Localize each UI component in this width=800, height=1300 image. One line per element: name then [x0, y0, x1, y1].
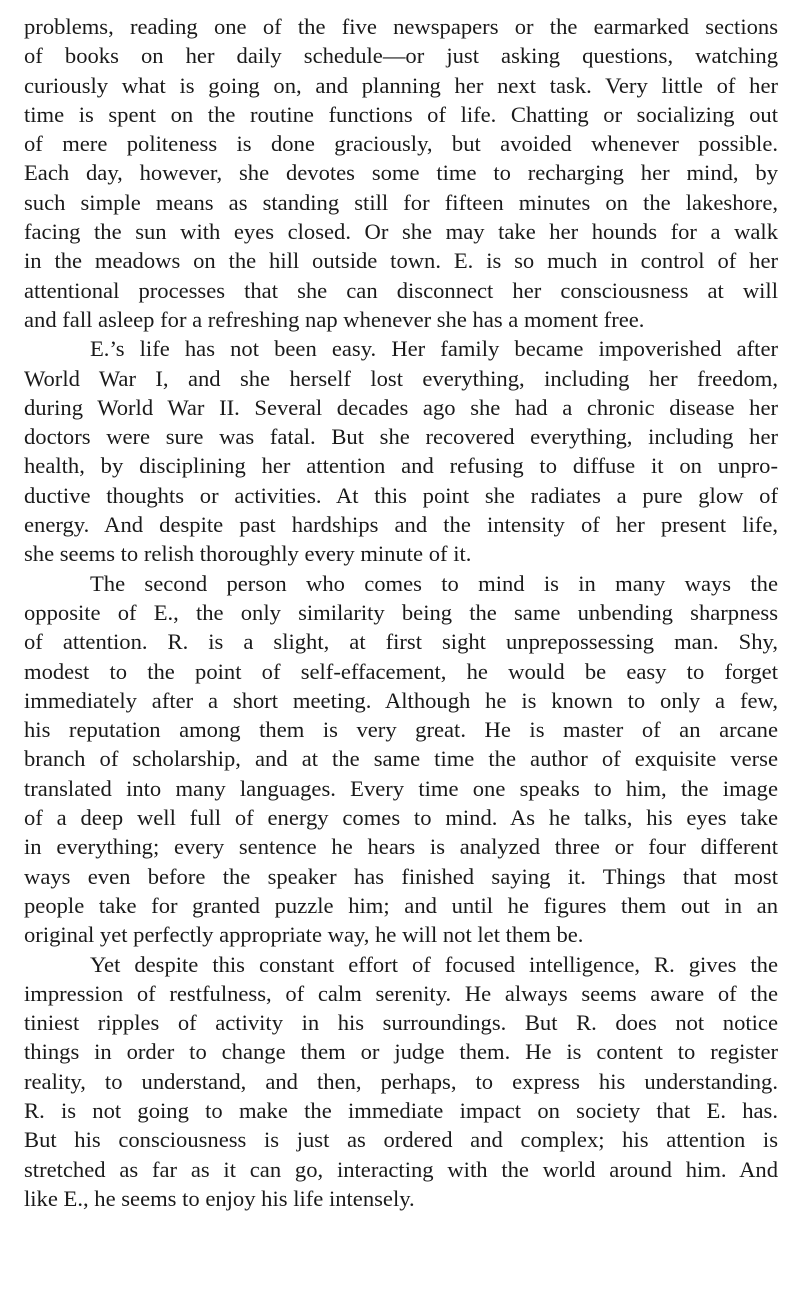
- book-page: [24, 12, 778, 1213]
- paragraph: [24, 12, 778, 334]
- text-line: Yet despite this constant effort of focused intelligence, R. gives the: [90, 951, 778, 977]
- text-line: stretched as far as it can go, interacting with the world around him. And: [24, 1156, 778, 1182]
- text-line: original yet perfectly appropriate way, he will not let them be.: [24, 922, 584, 948]
- text-line: of a deep well full of energy comes to mind. As he talks, his eyes take: [24, 805, 778, 831]
- text-line: people take for granted puzzle him; and until he figures them out in an: [24, 892, 778, 918]
- text-line: immediately after a short meeting. Although he is known to only a few,: [24, 687, 778, 713]
- text-line: in the meadows on the hill outside town. E. is so much in control of her: [24, 248, 778, 274]
- text-line: reality, to understand, and then, perhaps, to express his understanding.: [24, 1068, 778, 1094]
- text-line: translated into many languages. Every time one speaks to him, the image: [24, 775, 778, 801]
- text-line: doctors were sure was fatal. But she recovered everything, including her: [24, 424, 778, 450]
- paragraph: [24, 569, 778, 950]
- text-line: R. is not going to make the immediate impact on society that E. has.: [24, 1097, 778, 1123]
- text-line: his reputation among them is very great. He is master of an arcane: [24, 717, 778, 743]
- text-line: things in order to change them or judge them. He is content to register: [24, 1039, 778, 1065]
- text-line: tiniest ripples of activity in his surroundings. But R. does not notice: [24, 1010, 778, 1036]
- text-line: ways even before the speaker has finished saying it. Things that most: [24, 863, 778, 889]
- text-line: of books on her daily schedule—or just asking questions, watching: [24, 43, 778, 69]
- text-line: E.’s life has not been easy. Her family became impoverished after: [90, 336, 778, 362]
- text-line: problems, reading one of the five newspapers or the earmarked sections: [24, 14, 778, 39]
- text-line: modest to the point of self-effacement, he would be easy to forget: [24, 658, 778, 684]
- text-line: But his consciousness is just as ordered and complex; his attention is: [24, 1127, 778, 1153]
- text-line: of attention. R. is a slight, at first sight unprepossessing man. Shy,: [24, 629, 778, 655]
- text-line: Each day, however, she devotes some time to recharging her mind, by: [24, 160, 778, 186]
- text-line: impression of restfulness, of calm serenity. He always seems aware of the: [24, 980, 778, 1006]
- text-line: during World War II. Several decades ago she had a chronic disease her: [24, 394, 778, 420]
- paragraph: [24, 950, 778, 1214]
- text-line: energy. And despite past hardships and the intensity of her present life,: [24, 512, 778, 538]
- text-line: curiously what is going on, and planning her next task. Very little of her: [24, 72, 778, 98]
- paragraph: [24, 334, 778, 568]
- text-line: of mere politeness is done graciously, but avoided whenever possible.: [24, 131, 778, 157]
- text-line: in everything; every sentence he hears is analyzed three or four different: [24, 834, 778, 860]
- text-line: and fall asleep for a refreshing nap whenever she has a moment free.: [24, 306, 645, 332]
- text-line: like E., he seems to enjoy his life intensely.: [24, 1185, 415, 1211]
- text-line: health, by disciplining her attention and refusing to diffuse it on unpro-: [24, 453, 778, 479]
- text-line: facing the sun with eyes closed. Or she may take her hounds for a walk: [24, 219, 778, 245]
- text-line: time is spent on the routine functions of life. Chatting or socializing out: [24, 101, 778, 127]
- text-line: The second person who comes to mind is in many ways the: [90, 570, 778, 596]
- text-line: branch of scholarship, and at the same time the author of exquisite verse: [24, 746, 778, 772]
- text-line: ductive thoughts or activities. At this point she radiates a pure glow of: [24, 482, 778, 508]
- text-line: she seems to relish thoroughly every minute of it.: [24, 541, 472, 567]
- text-line: attentional processes that she can disconnect her consciousness at will: [24, 277, 778, 303]
- text-line: World War I, and she herself lost everything, including her freedom,: [24, 365, 778, 391]
- text-line: opposite of E., the only similarity being the same unbending sharpness: [24, 599, 778, 625]
- text-line: such simple means as standing still for fifteen minutes on the lakeshore,: [24, 189, 778, 215]
